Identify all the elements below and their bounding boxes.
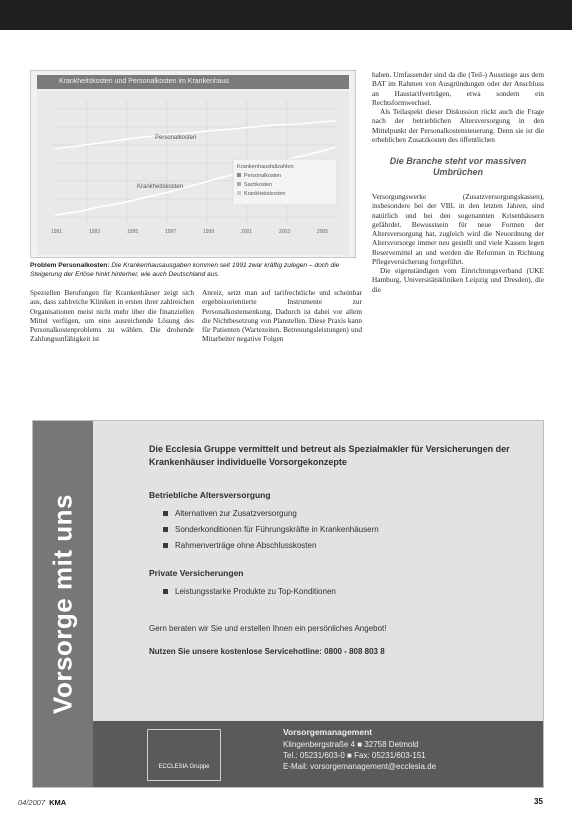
chart-legend — [233, 159, 337, 205]
contact-block — [283, 727, 436, 772]
logo-text: ECCLESIA Gruppe — [158, 764, 210, 770]
ad-hotline: Nutzen Sie unsere kostenlose Servicehotline: 0800 - 808 803 8 — [149, 647, 385, 656]
ad-section-title: Private Versicherungen — [149, 568, 244, 578]
x-tick: 1993 — [89, 229, 101, 235]
x-tick: 1997 — [165, 229, 177, 235]
series-label-personalkosten: Personalkosten — [155, 135, 197, 141]
article-column-3 — [372, 70, 544, 294]
ecclesia-logo — [147, 729, 221, 781]
contact-title: Vorsorgemanagement — [283, 727, 373, 737]
caption-lead: Problem Personalkosten: — [30, 262, 110, 269]
legend-item-sachkosten: Sachkosten — [244, 182, 273, 188]
contact-address: Klingenbergstraße 4 ■ 32758 Detmold — [283, 740, 419, 749]
list-item: Alternativen zur Zusatzversorgung — [149, 506, 529, 522]
paragraph: Als Teilaspekt dieser Diskussion rückt auch die Frage nach der betrieblichen Altersversorgung in den Mittelpunkt der Personalkostensteuerung. Denn sie ist die erheblichen Zusatzkosten des öffentlichen — [372, 107, 544, 144]
ad-sidebar — [33, 421, 93, 787]
advertisement — [32, 420, 544, 788]
legend-item-krankheitskosten: Krankheitskosten — [244, 191, 286, 197]
bullet-square-icon — [163, 511, 168, 516]
ad-footer — [93, 721, 543, 787]
x-tick: 2003 — [279, 229, 291, 235]
ad-list-private — [149, 584, 529, 600]
ad-body — [149, 443, 529, 656]
contact-email: E-Mail: vorsorgemanagement@ecclesia.de — [283, 762, 437, 771]
x-tick: 2001 — [241, 229, 253, 235]
x-tick: 2005 — [317, 229, 329, 235]
paragraph: Die eigenständigen vom Einrichtungsverband (UKE Hamburg, Universitätskliniken Leipzig und Dresden), die die — [372, 266, 544, 294]
ad-sidebar-text: Vorsorge mit uns — [47, 494, 78, 714]
list-item: Rahmenverträge ohne Abschlusskosten — [149, 538, 529, 554]
ad-invite: Gern beraten wir Sie und erstellen Ihnen ein persönliches Angebot! — [149, 624, 387, 633]
bullet-square-icon — [163, 543, 168, 548]
legend-title: Krankenhausfallzahlen — [237, 164, 294, 170]
article-column-1 — [30, 288, 194, 344]
footer-issue: 04/2007 KMA — [18, 798, 67, 807]
chart-plot — [37, 91, 349, 255]
figure-caption — [30, 262, 356, 279]
ad-headline: Die Ecclesia Gruppe vermittelt und betreut als Spezialmakler für Versicherungen der Krankenhäuser individuelle Vorsorgekonzepte — [149, 444, 510, 467]
list-item: Leistungsstarke Produkte zu Top-Konditionen — [149, 584, 529, 600]
series-label-krankheitskosten: Krankheitskosten — [137, 184, 184, 190]
ad-section-title: Betriebliche Altersversorgung — [149, 490, 271, 500]
paragraph: Speziellen Berufungen für Krankenhäuser zeigt sich aus, dass zahlreiche Kliniken in ersten ihrer zahlreichen Organisationen meist nicht mehr über die finanziellen Mittel verfügen, um eine ausreichende Lösung des Personalkostenproblems zu wählen. Die drohende Zahlungsunfähigkeit ist — [30, 288, 194, 344]
ad-list-bav — [149, 506, 529, 554]
article-column-2 — [202, 288, 362, 344]
contact-phone: Tel.: 05231/603-0 ■ Fax: 05231/603-151 — [283, 751, 426, 760]
x-tick: 1995 — [127, 229, 139, 235]
x-tick: 1999 — [203, 229, 215, 235]
x-tick: 1991 — [51, 229, 63, 235]
legend-item-personalkosten: Personalkosten — [244, 173, 282, 179]
bullet-square-icon — [163, 589, 168, 594]
list-item: Sonderkonditionen für Führungskräfte in Krankenhäusern — [149, 522, 529, 538]
section-subhead: Die Branche steht vor massiven Umbrüchen — [389, 156, 527, 177]
paragraph: Anreiz, setzt man auf tarifrechtliche und scheinbar ergebnisorientierte Instrumente zur Personalkostensenkung. Dadurch ist dabei vor allem die Nichtbesetzung von Planstellen. Diese Praxis kann für Patienten (Wartezeiten, Betreuungsleistungen) und Mitarbeiter negative Folgen — [202, 288, 362, 344]
chart-figure — [30, 70, 356, 258]
top-bar — [0, 0, 572, 30]
paragraph: Versorgungswerke (Zusatzversorgungskassen), insbesondere bei der VBL in den letzten Jahren, sind natürlich und bei den sogenannten Krisenhäusern gefährdet. Bewusstsein für neue Formen der Altersversorgung hat, zugleich wird die Neuordnung der Altersvorsorge immer neu gestellt und viele Kassen legen Reservemittel an und werden die Reformen in Richtung Pflegeversicherung fortgeführt. — [372, 192, 544, 266]
paragraph: haben. Umfassender sind da die (Teil-) Ausstiege aus dem BAT im Rahmen von Ausgründungen oder der Anschluss an Haustarifverträgen, etwa sondern ein Rechtsformwechsel. — [372, 70, 544, 107]
figure-header: Krankheitskosten und Personalkosten im Krankenhaus — [37, 75, 349, 89]
bullet-square-icon — [163, 527, 168, 532]
caption-text: Die Krankenhausausgaben kommen seit 1991 zwar kräftig zulegen – doch die Steigerung der Erlöse hinkt hinterher, wie auch Deutschland aus. — [30, 262, 340, 278]
page-number: 35 — [534, 797, 543, 806]
